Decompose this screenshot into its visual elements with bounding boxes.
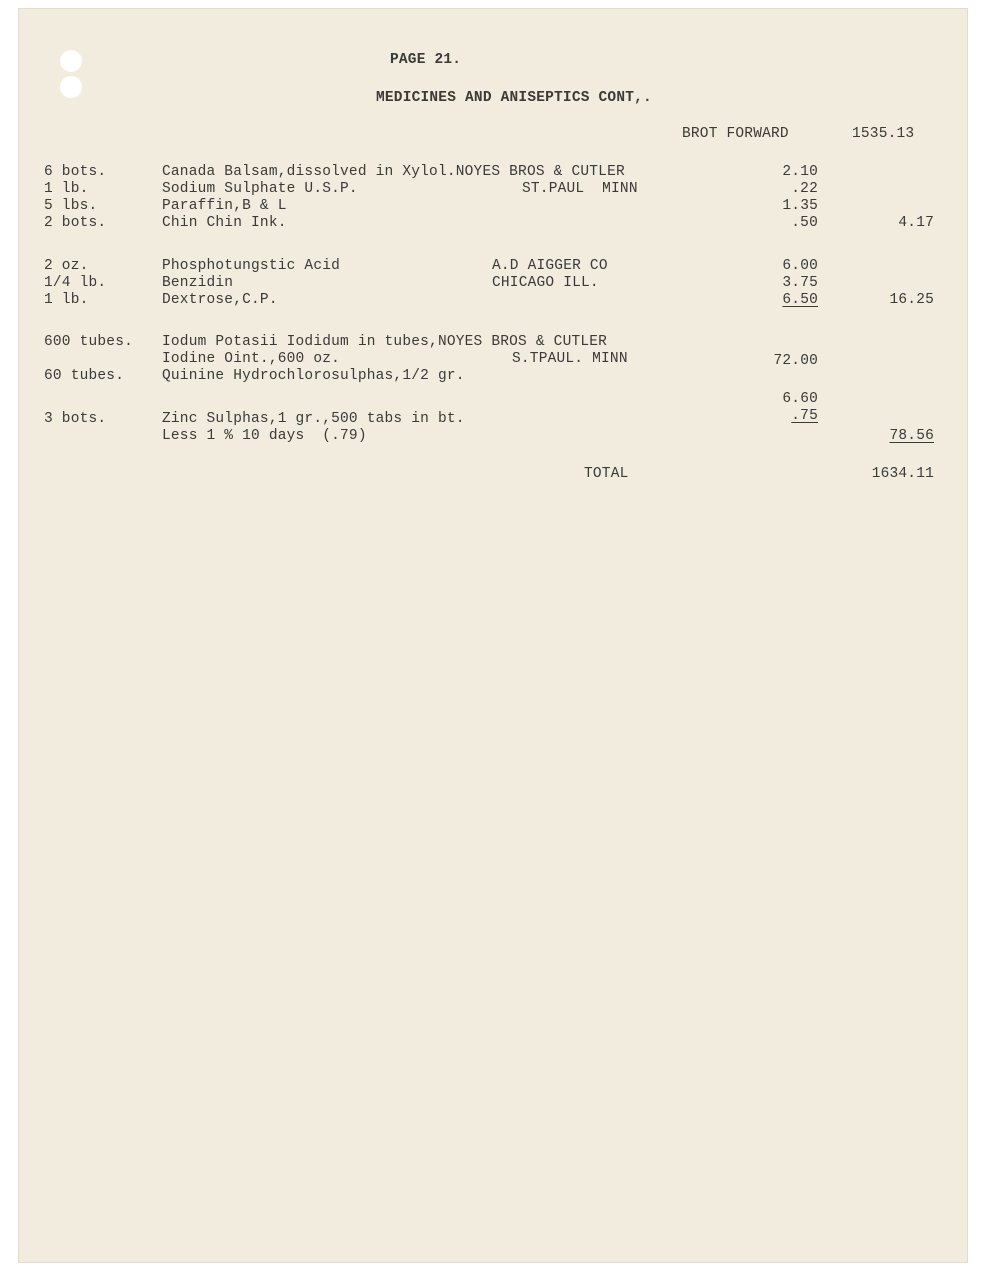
group-subtotal: 78.56 [889,428,934,444]
item-description: Canada Balsam,dissolved in Xylol.NOYES BROS & CUTLER [162,164,625,180]
item-description: Iodum Potasii Iodidum in tubes,NOYES BROS & CUTLER [162,334,608,350]
item-qty: 60 tubes. [44,368,125,384]
item-price: 6.60 [782,391,818,407]
total-label: TOTAL [584,466,629,482]
item-vendor: A.D AIGGER CO [492,258,608,274]
item-vendor: S.TPAUL. MINN [512,351,628,367]
group-subtotal: 16.25 [889,292,934,308]
item-price: 2.10 [782,164,818,180]
item-qty: 1/4 lb. [44,275,107,291]
item-qty: 1 lb. [44,181,89,197]
item-qty: 2 bots. [44,215,107,231]
document-page [18,8,968,1263]
item-qty: 1 lb. [44,292,89,308]
page-title: MEDICINES AND ANISEPTICS CONT,. [376,90,652,106]
item-qty: 600 tubes. [44,334,134,350]
item-qty: 2 oz. [44,258,89,274]
item-price: 1.35 [782,198,818,214]
item-price: .50 [791,215,818,231]
item-qty: 6 bots. [44,164,107,180]
item-qty: 5 lbs. [44,198,98,214]
item-price: 72.00 [773,353,818,369]
forward-amount: 1535.13 [852,126,915,142]
item-price: .75 [791,408,818,424]
item-vendor: CHICAGO ILL. [492,275,599,291]
item-description: Quinine Hydrochlorosulphas,1/2 gr. [162,368,465,384]
total-amount: 1634.11 [871,466,934,482]
item-description: Phosphotungstic Acid [162,258,341,274]
item-price: 6.00 [782,258,818,274]
group-subtotal: 4.17 [898,215,934,231]
item-price: 3.75 [782,275,818,291]
item-description: Iodine Oint.,600 oz. [162,351,341,367]
item-price: 6.50 [782,292,818,308]
item-description: Benzidin [162,275,234,291]
item-description: Zinc Sulphas,1 gr.,500 tabs in bt. [162,411,465,427]
item-description: Paraffin,B & L [162,198,287,214]
item-price: .22 [791,181,818,197]
forward-label: BROT FORWARD [682,126,789,142]
item-qty: 3 bots. [44,411,107,427]
page-number: PAGE 21. [390,52,462,68]
item-description: Chin Chin Ink. [162,215,287,231]
item-vendor: ST.PAUL MINN [522,181,638,197]
item-description: Dextrose,C.P. [162,292,278,308]
item-description: Sodium Sulphate U.S.P. [162,181,358,197]
punch-hole-top [60,50,82,72]
discount-note: Less 1 % 10 days (.79) [162,428,367,444]
punch-hole-bottom [60,76,82,98]
